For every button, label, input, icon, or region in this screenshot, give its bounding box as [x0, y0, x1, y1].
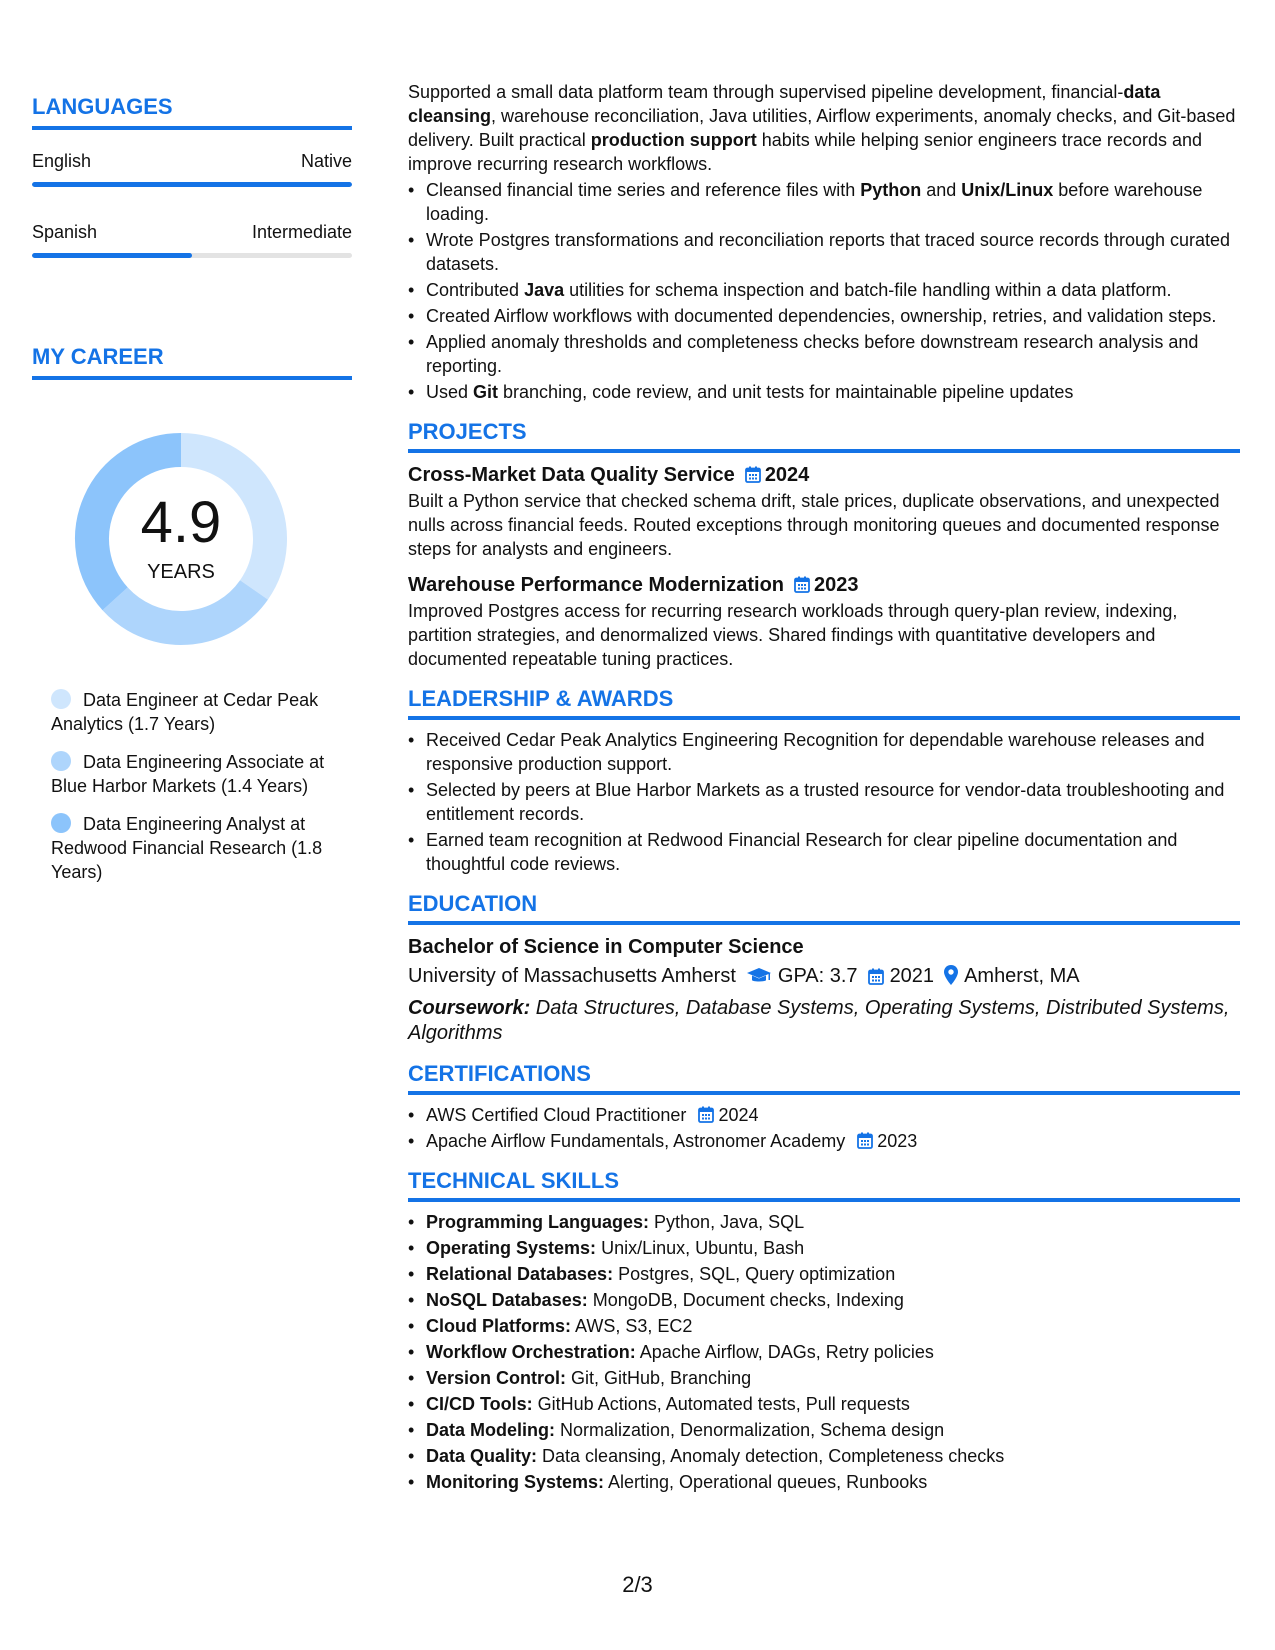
education-location: Amherst, MA	[964, 965, 1080, 987]
language-name: Spanish	[32, 222, 98, 242]
certification-name: Apache Airflow Fundamentals, Astronomer Academy	[426, 1131, 846, 1151]
career-years-unit: YEARS	[147, 561, 215, 583]
skill-value: Python, Java, SQL	[649, 1212, 805, 1232]
role-color-dot	[51, 751, 71, 771]
calendar-icon	[745, 466, 761, 483]
skill-item	[408, 1392, 1240, 1416]
skill-label: NoSQL Databases:	[426, 1290, 588, 1310]
page-number: 2/3	[622, 1572, 653, 1597]
language-proficiency-bar	[32, 182, 352, 187]
skill-value: Postgres, SQL, Query optimization	[613, 1264, 896, 1284]
education-year: 2021	[889, 965, 935, 987]
skill-item	[408, 1288, 1240, 1312]
skill-item	[408, 1366, 1240, 1390]
bold-text: Git	[473, 382, 499, 402]
career-role	[51, 812, 341, 884]
calendar-icon	[794, 576, 810, 593]
text-run: habits while helping senior engineers trace records and improve recurring research workflows.	[408, 130, 1202, 174]
project-title: Warehouse Performance Modernization	[408, 574, 784, 596]
language-level: Intermediate	[251, 222, 352, 242]
text-run: Contributed	[426, 280, 525, 300]
skill-item	[408, 1340, 1240, 1364]
project-description: Improved Postgres access for recurring research workloads through query-plan review, indexing, partition strategies, and denormalized views. Shared findings with quantitative developers and documented repeatable tuning practices.	[408, 601, 1178, 669]
education-gpa: GPA: 3.7	[777, 965, 858, 987]
skill-label: Data Modeling:	[426, 1420, 555, 1440]
experience-intro	[408, 80, 1240, 176]
language-proficiency-fill	[32, 253, 192, 258]
text-run: before warehouse loading.	[426, 180, 1203, 224]
education-degree: Bachelor of Science in Computer Science	[408, 936, 804, 958]
skill-label: Monitoring Systems:	[426, 1472, 605, 1492]
calendar-icon	[857, 1132, 873, 1149]
education-coursework	[408, 996, 1240, 1046]
skill-label: Operating Systems:	[426, 1238, 597, 1258]
skill-label: Workflow Orchestration:	[426, 1342, 636, 1362]
certification-item	[408, 1103, 1240, 1127]
skill-item	[408, 1418, 1240, 1442]
role-label: Data Engineering Analyst at Redwood Financial Research (1.8 Years)	[51, 814, 323, 882]
text-run: Wrote Postgres transformations and reconciliation reports that traced source records through curated datasets.	[426, 230, 1231, 274]
skill-value: GitHub Actions, Automated tests, Pull requests	[532, 1394, 910, 1414]
skill-item	[408, 1236, 1240, 1260]
skill-value: Normalization, Denormalization, Schema design	[555, 1420, 945, 1440]
languages-heading: LANGUAGES	[32, 92, 352, 130]
project-description: Built a Python service that checked schema drift, stale prices, duplicate observations, and unexpected nulls across financial feeds. Routed exceptions through monitoring queues and documented response steps for analysts and engineers.	[408, 491, 1220, 559]
bold-text: Java	[524, 280, 565, 300]
experience-bullets	[408, 178, 1240, 404]
certifications-heading: CERTIFICATIONS	[408, 1060, 1240, 1095]
skill-value: AWS, S3, EC2	[571, 1316, 693, 1336]
skill-label: Relational Databases:	[426, 1264, 614, 1284]
projects-heading: PROJECTS	[408, 418, 1240, 453]
donut-segment	[115, 590, 254, 628]
certification-item	[408, 1129, 1240, 1153]
leadership-item: • Selected by peers at Blue Harbor Markets as a trusted resource for vendor-data troubleshooting and entitlement records.	[408, 778, 1240, 826]
career-donut-chart	[66, 424, 296, 654]
skill-item	[408, 1314, 1240, 1338]
bold-text: Unix/Linux	[961, 180, 1054, 200]
role-color-dot	[51, 813, 71, 833]
skill-value: Unix/Linux, Ubuntu, Bash	[596, 1238, 805, 1258]
language-name: English	[32, 151, 92, 171]
certification-year: 2024	[718, 1105, 759, 1125]
leadership-item: • Earned team recognition at Redwood Financial Research for clear pipeline documentation and thoughtful code reviews.	[408, 828, 1240, 876]
coursework-list: Data Structures, Database Systems, Operating Systems, Distributed Systems, Algorithms	[408, 997, 1230, 1044]
skill-value: MongoDB, Document checks, Indexing	[587, 1290, 904, 1310]
role-color-dot	[51, 689, 71, 709]
leadership-heading: LEADERSHIP & AWARDS	[408, 685, 1240, 720]
skill-item	[408, 1470, 1240, 1494]
leadership-list	[408, 728, 1240, 876]
text-run: branching, code review, and unit tests for maintainable pipeline updates	[498, 382, 1074, 402]
calendar-icon	[868, 964, 884, 994]
location-pin-icon	[944, 964, 958, 994]
experience-bullet	[408, 380, 1240, 404]
career-role	[51, 688, 341, 736]
project-year: 2023	[814, 574, 859, 596]
career-roles	[32, 688, 352, 884]
language-item	[32, 150, 352, 187]
coursework-label: Coursework:	[408, 997, 531, 1019]
skill-item	[408, 1262, 1240, 1286]
bold-text: data cleansing	[408, 82, 1161, 126]
role-label: Data Engineer at Cedar Peak Analytics (1.7 Years)	[51, 690, 319, 734]
skill-label: Programming Languages:	[426, 1212, 650, 1232]
skill-item	[408, 1210, 1240, 1234]
language-item	[32, 221, 352, 258]
career-total-years: 4.9	[140, 490, 222, 555]
career-heading: MY CAREER	[32, 342, 352, 380]
text-run: Applied anomaly thresholds and completeness checks before downstream research analysis and reporting.	[426, 332, 1199, 376]
text-run: Used	[426, 382, 474, 402]
experience-bullet	[408, 228, 1240, 276]
project-year: 2024	[764, 464, 810, 486]
skill-label: Data Quality:	[426, 1446, 538, 1466]
text-run: utilities for schema inspection and batch-file handling within a data platform.	[564, 280, 1172, 300]
project-item	[408, 571, 1240, 671]
skill-label: Cloud Platforms:	[426, 1316, 572, 1336]
language-proficiency-bar	[32, 253, 352, 258]
left-column	[32, 92, 352, 898]
skill-value: Alerting, Operational queues, Runbooks	[604, 1472, 928, 1492]
calendar-icon	[698, 1106, 714, 1123]
language-proficiency-fill	[32, 182, 352, 187]
education-details	[408, 961, 1240, 994]
skill-label: CI/CD Tools:	[426, 1394, 533, 1414]
project-title: Cross-Market Data Quality Service	[408, 464, 735, 486]
skill-label: Version Control:	[426, 1368, 567, 1388]
experience-bullet	[408, 304, 1240, 328]
certifications-list	[408, 1103, 1240, 1153]
education-school: University of Massachusetts Amherst	[408, 965, 736, 987]
role-label: Data Engineering Associate at Blue Harbor Markets (1.4 Years)	[51, 752, 325, 796]
bold-text: production support	[590, 130, 757, 150]
leadership-item: • Received Cedar Peak Analytics Engineering Recognition for dependable warehouse releases and responsive production support.	[408, 728, 1240, 776]
skills-heading: TECHNICAL SKILLS	[408, 1167, 1240, 1202]
experience-bullet	[408, 330, 1240, 378]
graduation-cap-icon	[746, 964, 772, 994]
skill-value: Git, GitHub, Branching	[566, 1368, 752, 1388]
experience-bullet	[408, 178, 1240, 226]
skill-value: Apache Airflow, DAGs, Retry policies	[635, 1342, 934, 1362]
certification-year: 2023	[877, 1131, 918, 1151]
right-column	[408, 80, 1240, 1496]
skill-value: Data cleansing, Anomaly detection, Completeness checks	[537, 1446, 1005, 1466]
project-item	[408, 461, 1240, 561]
experience-bullet	[408, 278, 1240, 302]
text-run: and	[921, 180, 962, 200]
skill-item	[408, 1444, 1240, 1468]
language-level: Native	[300, 151, 352, 171]
text-run: Created Airflow workflows with documented dependencies, ownership, retries, and validation steps.	[426, 306, 1217, 326]
text-run: Supported a small data platform team through supervised pipeline development, financial-	[408, 82, 1124, 102]
text-run: Cleansed financial time series and reference files with	[426, 180, 861, 200]
skills-list	[408, 1210, 1240, 1494]
education-heading: EDUCATION	[408, 890, 1240, 925]
text-run: , warehouse reconciliation, Java utilities, Airflow experiments, anomaly checks, and Git-based delivery. Built practical	[408, 106, 1236, 150]
bold-text: Python	[860, 180, 922, 200]
career-role	[51, 750, 341, 798]
certification-name: AWS Certified Cloud Practitioner	[426, 1105, 687, 1125]
